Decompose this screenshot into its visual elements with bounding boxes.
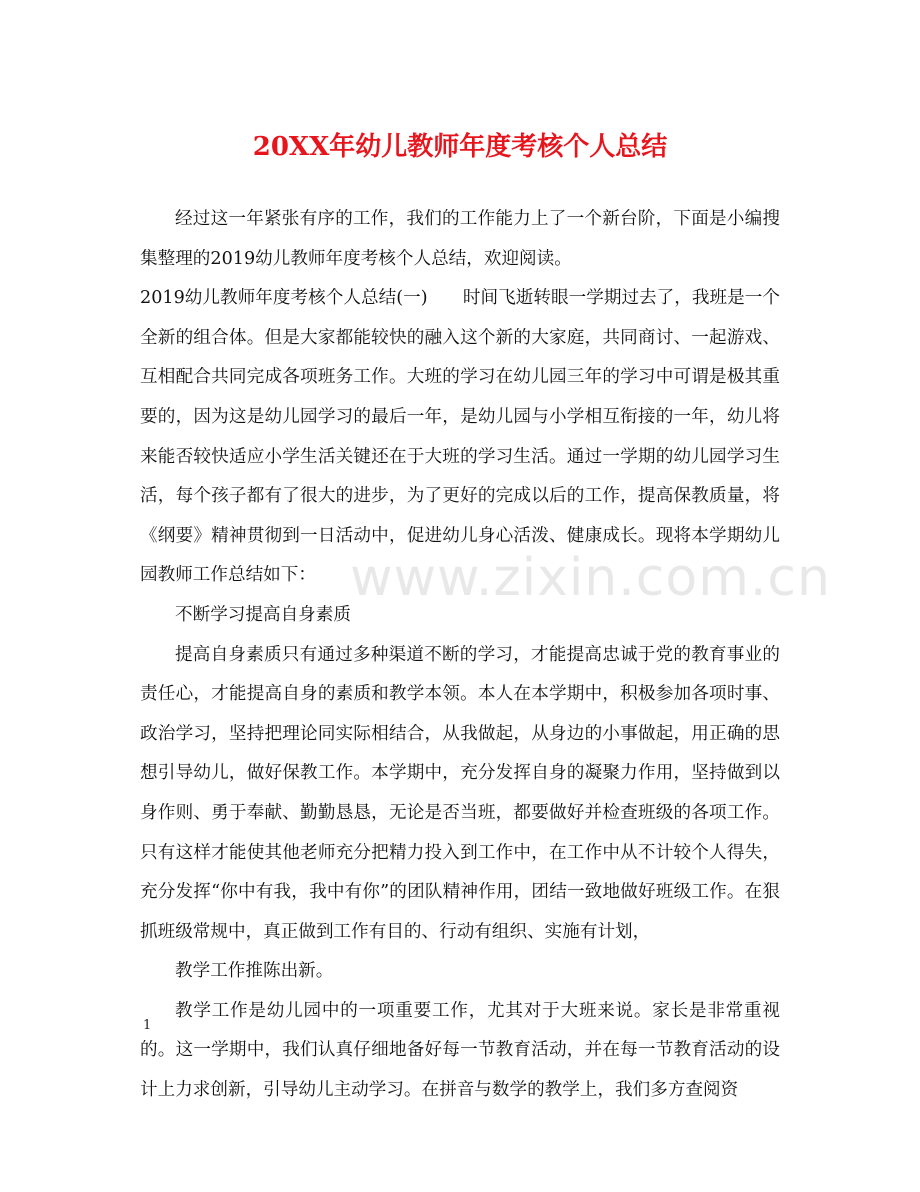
intro-paragraph: 经过这一年紧张有序的工作，我们的工作能力上了一个新台阶，下面是小编搜集整理的2019幼儿教师年度考核个人总结，欢迎阅读。 (140, 209, 780, 269)
study-paragraph: 提高自身素质只有通过多种渠道不断的学习，才能提高忠诚于党的教育事业的责任心，才能提高自身的素质和教学本领。本人在本学期中，积极参加各项时事、政治学习，坚持把理论同实际相结合，从我做起，从身边的小事做起，用正确的思想引导幼儿，做好保教工作。本学期中，充分发挥自身的凝聚力作用，坚持做到以身作则、勇于奉献、勤勤恳恳，无论是否当班，都要做好并检查班级的各项工作。只有这样才能使其他老师充分把精力投入到工作中，在工作中从不计较个人得失，充分发挥“你中有我，我中有你”的团队精神作用，团结一致地做好班级工作。在狠抓班级常规中，真正做到工作有目的、行动有组织、实施有计划， (140, 644, 780, 942)
page-number: 1 (143, 1018, 152, 1033)
document-title: 20XX年幼儿教师年度考核个人总结 (252, 132, 668, 162)
document-body (140, 200, 780, 1111)
section-heading-study: 不断学习提高自身素质 (175, 604, 351, 625)
teaching-paragraph: 教学工作是幼儿园中的一项重要工作，尤其对于大班来说。家长是非常重视的。这一学期中，我们认真仔细地备好每一节教育活动，并在每一节教育活动的设计上力求创新，引导幼儿主动学习。在拼音与数学的教学上，我们多方查阅资 (140, 1000, 780, 1101)
summary-paragraph-1: 2019幼儿教师年度考核个人总结(一) 时间飞逝转眼一学期过去了，我班是一个全新的组合体。但是大家都能较快的融入这个新的大家庭，共同商讨、一起游戏、互相配合共同完成各项班务工作。大班的学习在幼儿园三年的学习中可谓是极其重要的，因为这是幼儿园学习的最后一年，是幼儿园与小学相互衔接的一年，幼儿将来能否较快适应小学生活关键还在于大班的学习生活。通过一学期的幼儿园学习生活，每个孩子都有了很大的进步，为了更好的完成以后的工作，提高保教质量，将《纲要》精神贯彻到一日活动中，促进幼儿身心活泼、健康成长。现将本学期幼儿园教师工作总结如下： (140, 288, 780, 586)
watermark: www.zixin.com.cn (350, 548, 831, 608)
section-heading-teaching: 教学工作推陈出新。 (175, 961, 334, 982)
